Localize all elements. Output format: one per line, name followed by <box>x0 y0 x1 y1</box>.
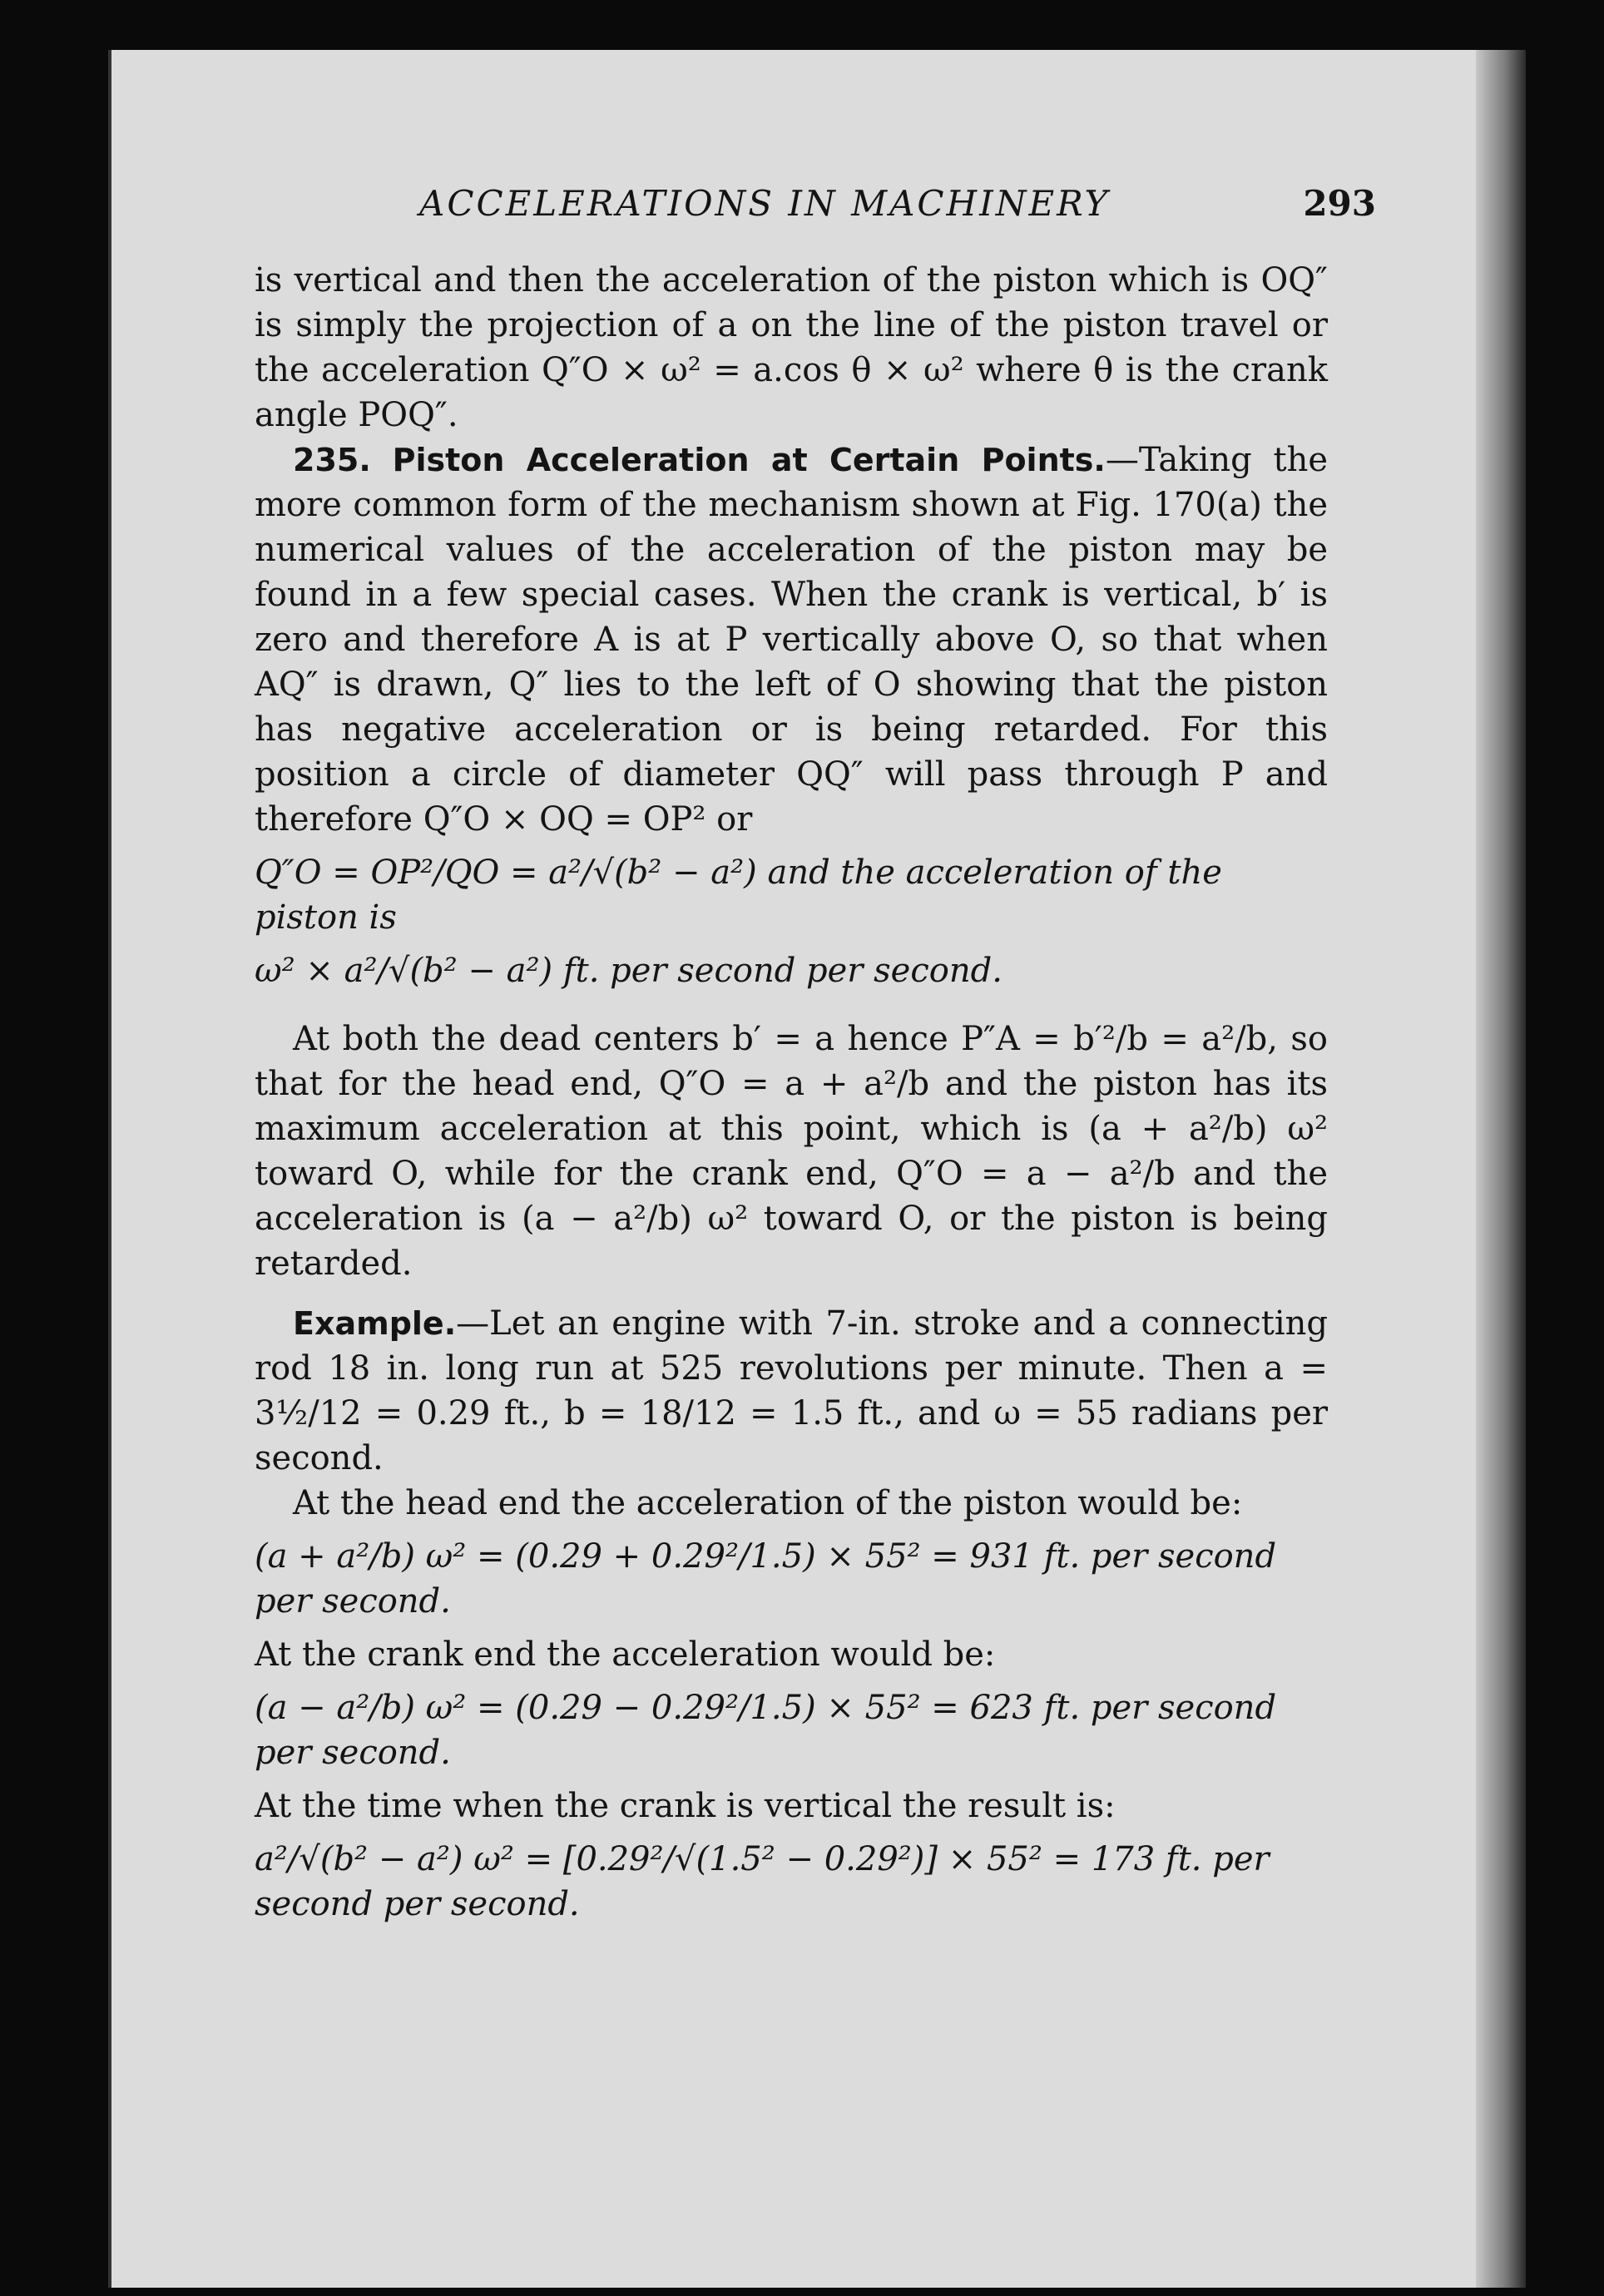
section-235 <box>255 438 1328 842</box>
equation-omega-squared: ω² × a²/√(b² − a²) ft. per second per second. <box>255 952 1002 990</box>
vertical-equation: a²/√(b² − a²) ω² = [0.29²/√(1.5² − 0.29²)] × 55² = 173 ft. per second per second. <box>255 1840 1270 1923</box>
page-number: 293 <box>1303 183 1376 224</box>
head-end-equation: (a + a²/b) ω² = (0.29 + 0.29²/1.5) × 55² = 931 ft. per second per second. <box>255 1537 1277 1621</box>
running-header <box>261 183 1376 224</box>
head-end-intro: At the head end the acceleration of the piston would be: <box>293 1484 1243 1522</box>
page-edge <box>1476 50 1526 2288</box>
running-title: ACCELERATIONS IN MACHINERY <box>419 183 1111 224</box>
crank-end-intro: At the crank end the acceleration would be: <box>255 1635 996 1674</box>
equation-q-o: Q″O = OP²/QO = a²/√(b² − a²) and the acceleration of the piston is <box>255 854 1222 937</box>
book-page <box>108 50 1526 2288</box>
example-paragraph <box>255 1301 1328 1481</box>
vertical-intro: At the time when the crank is vertical the result is: <box>255 1787 1116 1825</box>
paragraph-dead-centers: At both the dead centers b′ = a hence P″A = b′²/b = a²/b, so that for the head end, Q″O = a + a²/b and the piston has its maximum acceleration at this point, which is (a + a²/b) ω² toward O, while for the crank end, Q″O = a − a²/b and the acceleration is (a − a²/b) ω² toward O, or the piston is being retarded. <box>255 1020 1328 1283</box>
example-text: —Let an engine with 7-in. stroke and a connecting rod 18 in. long run at 525 revolutions per minute. Then a = 3½/12 = 0.29 ft., b = 18/12 = 1.5 ft., and ω = 55 radians per second. <box>255 1304 1328 1477</box>
section-heading: Piston Acceleration at Certain Points. <box>392 442 1106 478</box>
page-body <box>255 258 1328 1935</box>
section-number: 235. <box>293 442 371 478</box>
paragraph-continued: is vertical and then the acceleration of the piston which is OQ″ is simply the projection of a on the line of the piston travel or the acceleration Q″O × ω² = a.cos θ × ω² where θ is the crank angle POQ″. <box>255 261 1328 434</box>
crank-end-equation: (a − a²/b) ω² = (0.29 − 0.29²/1.5) × 55² = 623 ft. per second per second. <box>255 1689 1277 1772</box>
example-heading: Example. <box>293 1305 457 1342</box>
section-text: —Taking the more common form of the mechanism shown at Fig. 170(a) the numerical values of the acceleration of the piston may be found in a few special cases. When the crank is vertical, b′ is zero and therefore A is at P vertically above O, so that when AQ″ is drawn, Q″ lies to the left of O showing that the piston has negative acceleration or is being retarded. For this position a circle of diameter QQ″ will pass through P and therefore Q″O × OQ = OP² or <box>255 441 1329 839</box>
